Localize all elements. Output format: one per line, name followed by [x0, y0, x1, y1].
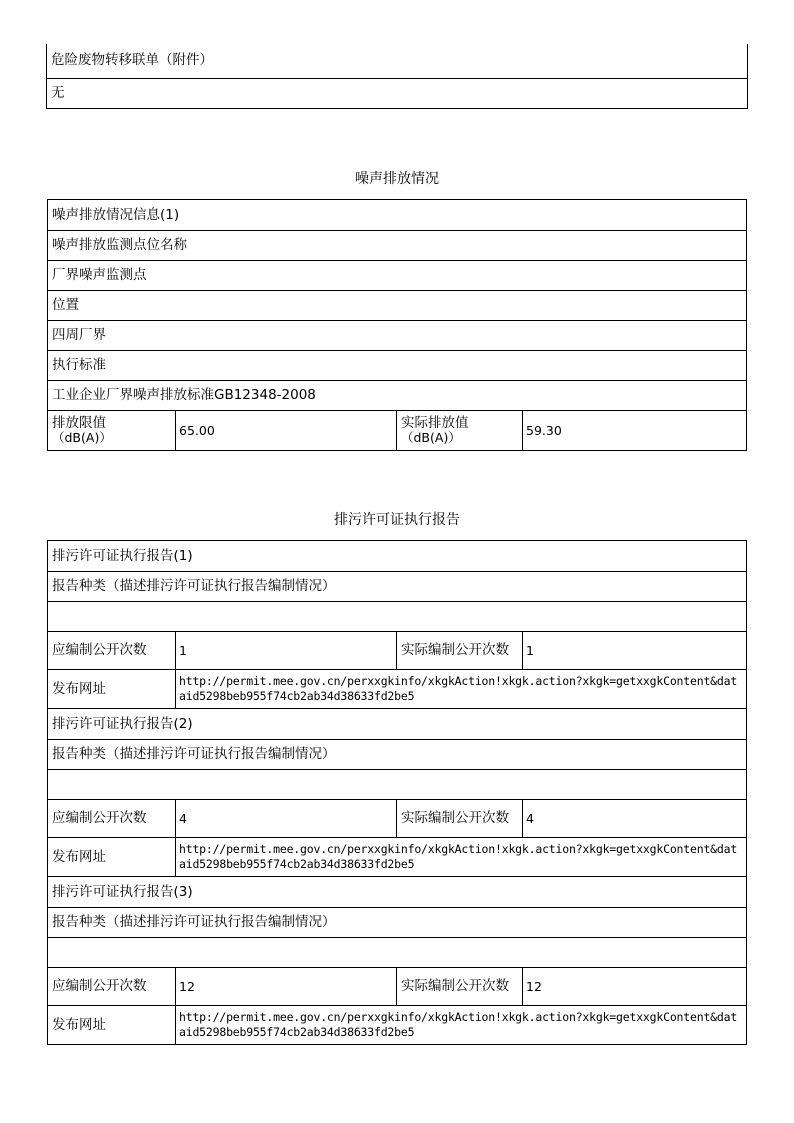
report-url-label: 发布网址: [48, 1006, 176, 1045]
report-actual-label: 实际编制公开次数: [397, 632, 523, 670]
noise-section-title: 噪声排放情况: [355, 171, 439, 187]
report-actual-value: 4: [523, 800, 747, 838]
report-url-label: 发布网址: [48, 670, 176, 709]
report-url-label: 发布网址: [48, 838, 176, 877]
report-actual-value: 12: [523, 968, 747, 1006]
noise-actual-label: [397, 411, 523, 451]
noise-position-value: 四周厂界: [48, 321, 747, 351]
noise-standard-label: 执行标准: [48, 351, 747, 381]
report-type-label: 报告种类（描述排污许可证执行报告编制情况）: [48, 740, 747, 770]
report-url-link[interactable]: http://permit.mee.gov.cn/perxxgkinfo/xkgkAction!xkgk.action?xkgk=getxxgkContent&dataid5298beb955f74cb2ab34d38633fd2be5: [176, 1006, 747, 1045]
report-planned-value: 4: [176, 800, 397, 838]
report-planned-label: 应编制公开次数: [48, 800, 176, 838]
noise-limit-label: [48, 411, 176, 451]
report-url-link[interactable]: http://permit.mee.gov.cn/perxxgkinfo/xkgkAction!xkgk.action?xkgk=getxxgkContent&dataid5298beb955f74cb2ab34d38633fd2be5: [176, 838, 747, 877]
report-table: [47, 540, 747, 1045]
report-planned-label: 应编制公开次数: [48, 968, 176, 1006]
report-type-value: [48, 938, 747, 968]
report-type-value: [48, 602, 747, 632]
noise-actual-label-line1: 实际排放值: [401, 415, 469, 431]
report-type-label: 报告种类（描述排污许可证执行报告编制情况）: [48, 572, 747, 602]
report-planned-value: 1: [176, 632, 397, 670]
report-section-title: 排污许可证执行报告: [334, 512, 460, 528]
noise-info-header: 噪声排放情况信息(1): [48, 200, 747, 231]
noise-point-name-label: 噪声排放监测点位名称: [48, 231, 747, 261]
noise-limit-label-line2: （dB(A)）: [52, 430, 112, 445]
noise-actual-value: 59.30: [523, 411, 747, 451]
noise-limit-value: 65.00: [176, 411, 397, 451]
report-planned-value: 12: [176, 968, 397, 1006]
report-actual-label: 实际编制公开次数: [397, 968, 523, 1006]
report-actual-label: 实际编制公开次数: [397, 800, 523, 838]
noise-position-label: 位置: [48, 291, 747, 321]
hazardous-waste-table: [46, 44, 748, 109]
report-header: 排污许可证执行报告(3): [48, 877, 747, 908]
report-header: 排污许可证执行报告(2): [48, 709, 747, 740]
noise-point-name-value: 厂界噪声监测点: [48, 261, 747, 291]
report-header: 排污许可证执行报告(1): [48, 541, 747, 572]
hazardous-waste-label: 危险废物转移联单（附件）: [47, 44, 748, 78]
report-actual-value: 1: [523, 632, 747, 670]
report-url-link[interactable]: http://permit.mee.gov.cn/perxxgkinfo/xkgkAction!xkgk.action?xkgk=getxxgkContent&dataid5298beb955f74cb2ab34d38633fd2be5: [176, 670, 747, 709]
noise-actual-label-line2: （dB(A)）: [401, 430, 461, 445]
noise-table: [47, 199, 747, 451]
noise-limit-label-line1: 排放限值: [52, 415, 106, 431]
hazardous-waste-value: 无: [47, 78, 748, 108]
report-type-label: 报告种类（描述排污许可证执行报告编制情况）: [48, 908, 747, 938]
report-planned-label: 应编制公开次数: [48, 632, 176, 670]
report-type-value: [48, 770, 747, 800]
noise-standard-value: 工业企业厂界噪声排放标准GB12348-2008: [48, 381, 747, 411]
